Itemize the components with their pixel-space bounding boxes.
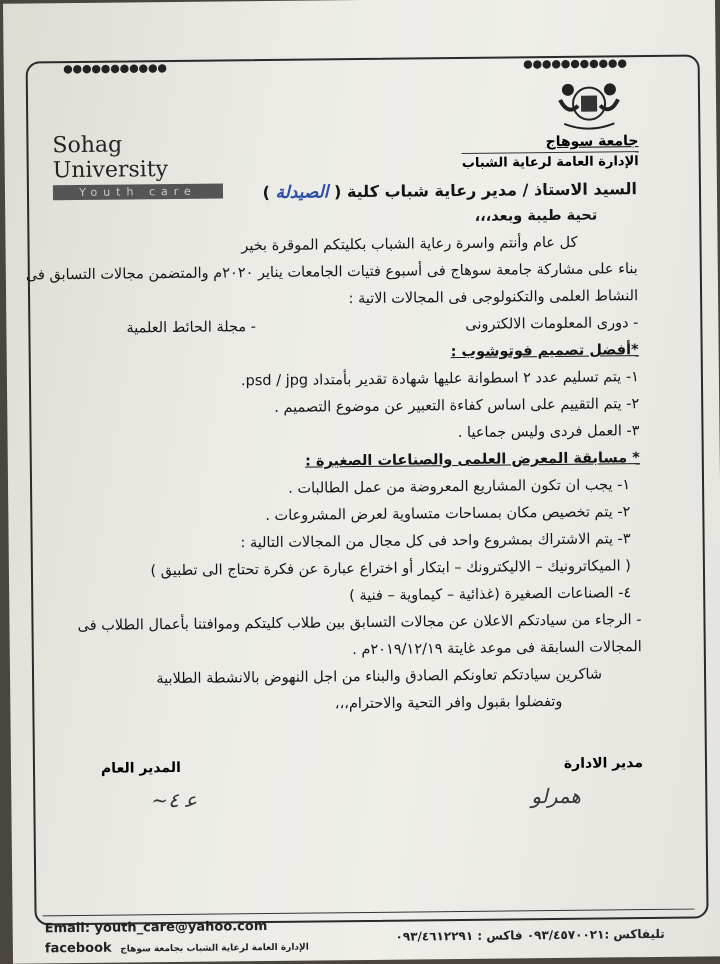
border-dots-right: ●●●●●●●●●●● [523,55,628,73]
university-name-ar: جامعة سوهاج [545,133,639,151]
opening: كل عام وأنتم واسرة رعاية الشباب بكليتكم الموقرة بخير [241,234,578,255]
footer-facebook-label: facebook [44,940,112,957]
university-seal-icon [554,75,625,136]
addressee-close: ) [262,182,270,203]
s2-item-4: ٤- الصناعات الصغيرة (غذائية – كيماوية – فنية ) [349,585,632,605]
letter-body [25,175,643,721]
para1-line1: بناء على مشاركة جامعة سوهاج فى أسبوع فتيات الجامعات يناير ٢٠٢٠م والمتضمن مجالات التسابق فى [25,261,638,284]
youth-care-label: Youth care [53,183,223,200]
request-line1: - الرجاء من سيادتكم الاعلان عن مجالات التسابق بين طلاب كليتكم وموافتنا بأعمال الطلاب فى [77,612,642,635]
field-a: - دورى المعلومات الالكترونى [465,315,639,333]
greeting: تحية طيبة وبعد،،، [474,207,598,225]
s1-item-2: ٢- يتم التقييم على اساس كفاءة التعبير عن موضوع التصميم . [274,396,640,416]
para1-line2: النشاط العلمى والتكنولوجى فى المجالات الاتية : [348,288,639,308]
thanks-line1: شاكرين سيادتكم تعاونكم الصادق والبناء من اجل النهوض بالانشطة الطلابية [156,666,603,688]
letter-paper [3,0,720,964]
s1-item-3: ٣- العمل فردى وليس جماعيا . [457,423,640,442]
footer-facebook-ar: الإدارة العامة لرعاية الشباب بجامعة سوهاج [120,942,309,955]
general-director-title: المدير العام [100,759,181,777]
department-name-ar: الإدارة العامة لرعاية الشباب [462,151,639,171]
thanks-line2: وتفضلوا بقبول وافر التحية والاحترام،،، [334,693,563,713]
footer-email: Email: youth_care@yahoo.com [44,919,268,937]
s2-item-3: ٣- يتم الاشتراك بمشروع واحد فى كل مجال من المجالات التالية : [240,531,631,552]
s2-item-2: ٢- يتم تخصيص مكان بمساحات متساوية لعرض المشروعات . [265,504,631,525]
admin-director-signature: ﻫﻤﺮﻟﻮ [531,783,582,809]
university-logo-ar [462,133,639,171]
field-b: - مجلة الحائط العلمية [126,319,257,337]
section2-title: * مسابقة المعرض العلمى والصناعات الصغيرة : [305,450,640,470]
border-dots-left: ●●●●●●●●●●● [63,60,168,78]
footer-phone-fax: تليفاكس :٠٩٣/٤٥٧٠٠٢١ فاكس : ٠٩٣/٤٦١٢٢٩١ [395,926,665,944]
section1-title: *أفضل تصميم فوتوشوب : [450,342,639,361]
university-name-en: Sohag University [52,132,169,184]
request-line2: المجالات السابقة فى موعد غايتة ٢٠١٩/١٢/١٩م . [352,639,642,659]
addressee-handwritten: الصيدلة [275,182,329,203]
footer-facebook [45,939,309,957]
admin-director-title: مدير الادارة [563,755,644,772]
s1-item-1: ١- يتم تسليم عدد ٢ اسطوانة عليها شهادة تقدير بأمتداد psd / jpg. [240,369,640,390]
addressee: السيد الاستاذ / مدير رعاية شباب كلية ( [333,179,638,202]
s2-item-1: ١- يجب ان تكون المشاريع المعروضة من عمل الطالبات . [288,477,631,497]
general-director-signature: ~ﻋ ٤ [151,787,198,813]
s2-item-3-detail: ( الميكاترونيك – الاليكترونك – ابتكار أو اختراع عبارة عن فكرة تحتاج الى تطبيق ) [150,558,632,580]
